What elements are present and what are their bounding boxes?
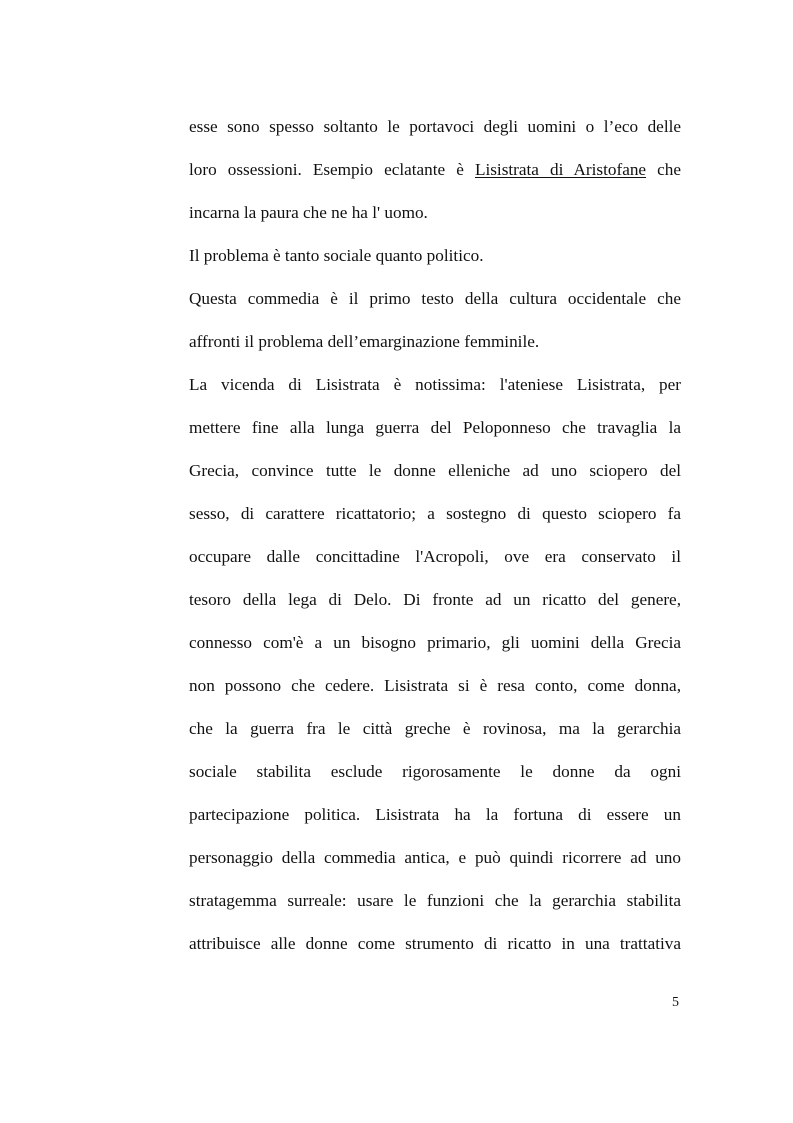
text-line: connesso com'è a un bisogno primario, gli uomini della Grecia xyxy=(189,633,681,652)
text-segment: loro ossessioni. Esempio eclatante è xyxy=(189,160,475,179)
text-line: tesoro della lega di Delo. Di fronte ad un ricatto del genere, xyxy=(189,590,681,609)
text-line: esse sono spesso soltanto le portavoci degli uomini o l’eco delle xyxy=(189,117,681,136)
text-line: incarna la paura che ne ha l' uomo. xyxy=(189,203,428,222)
text-line: La vicenda di Lisistrata è notissima: l'ateniese Lisistrata, per xyxy=(189,375,681,394)
page-number: 5 xyxy=(672,995,679,1010)
text-line: Grecia, convince tutte le donne elleniche ad uno sciopero del xyxy=(189,461,681,480)
text-segment: che xyxy=(646,160,681,179)
text-line: affronti il problema dell’emarginazione femminile. xyxy=(189,332,540,351)
text-line: attribuisce alle donne come strumento di ricatto in una trattativa xyxy=(189,934,681,953)
text-line: occupare dalle concittadine l'Acropoli, ove era conservato il xyxy=(189,547,681,566)
text-line: sesso, di carattere ricattatorio; a sostegno di questo sciopero fa xyxy=(189,504,681,523)
text-line: sociale stabilita esclude rigorosamente le donne da ogni xyxy=(189,762,681,781)
text-line: personaggio della commedia antica, e può quindi ricorrere ad uno xyxy=(189,848,681,867)
underlined-title: Lisistrata di Aristofane xyxy=(474,160,647,179)
text-line: non possono che cedere. Lisistrata si è resa conto, come donna, xyxy=(189,676,681,695)
text-line: mettere fine alla lunga guerra del Peloponneso che travaglia la xyxy=(189,418,681,437)
text-line: che la guerra fra le città greche è rovinosa, ma la gerarchia xyxy=(189,719,681,738)
text-line: Questa commedia è il primo testo della cultura occidentale che xyxy=(189,289,681,308)
text-line: partecipazione politica. Lisistrata ha la fortuna di essere un xyxy=(189,805,681,824)
text-line: Il problema è tanto sociale quanto politico. xyxy=(189,246,484,265)
text-line: stratagemma surreale: usare le funzioni che la gerarchia stabilita xyxy=(189,891,681,910)
body-text xyxy=(189,105,681,965)
text-line xyxy=(189,148,681,191)
